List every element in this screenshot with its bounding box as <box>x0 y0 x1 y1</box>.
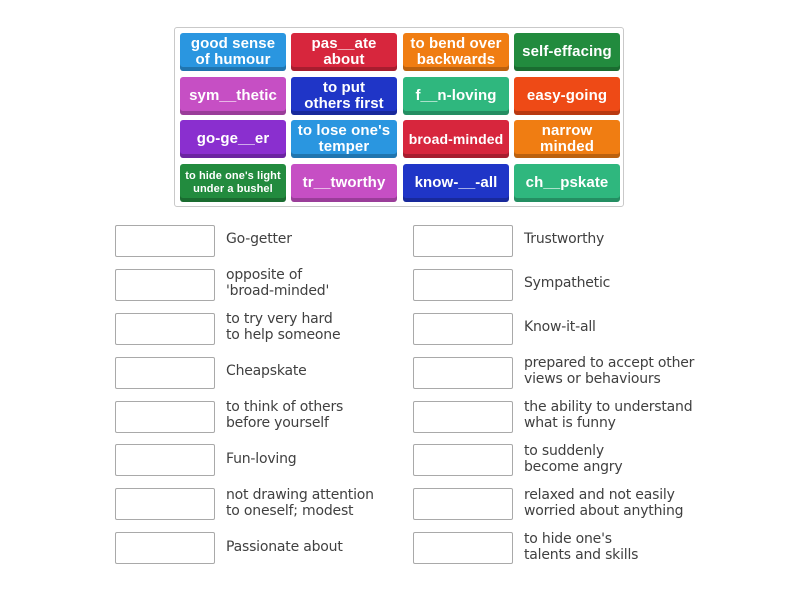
drop-slot-left-6[interactable] <box>115 444 215 476</box>
drop-slot-left-1[interactable] <box>115 225 215 257</box>
tile-narrow-minded[interactable]: narrow minded <box>514 120 620 158</box>
definition-right-7: relaxed and not easily worried about anything <box>524 487 684 519</box>
definition-left-7: not drawing attention to oneself; modest <box>226 487 374 519</box>
tile-broad-minded[interactable]: broad-minded <box>403 120 509 158</box>
tile-easy-going[interactable]: easy-going <box>514 77 620 115</box>
drop-slot-right-7[interactable] <box>413 488 513 520</box>
drop-slot-right-3[interactable] <box>413 313 513 345</box>
tile-sympathetic[interactable]: sym__thetic <box>180 77 286 115</box>
definition-right-3: Know-it-all <box>524 319 596 335</box>
definition-right-1: Trustworthy <box>524 231 605 247</box>
definition-left-5: to think of others before yourself <box>226 399 344 431</box>
tile-good-sense-of-humour[interactable]: good sense of humour <box>180 33 286 71</box>
drop-slot-left-7[interactable] <box>115 488 215 520</box>
tile-bend-over-backwards[interactable]: to bend over backwards <box>403 33 509 71</box>
drop-slot-right-6[interactable] <box>413 444 513 476</box>
drop-slot-right-8[interactable] <box>413 532 513 564</box>
definition-right-5: the ability to understand what is funny <box>524 399 693 431</box>
drop-slot-left-2[interactable] <box>115 269 215 301</box>
tile-self-effacing[interactable]: self-effacing <box>514 33 620 71</box>
definition-left-4: Cheapskate <box>226 363 307 379</box>
definition-left-8: Passionate about <box>226 539 343 555</box>
tile-put-others-first[interactable]: to put others first <box>291 77 397 115</box>
definition-left-6: Fun-loving <box>226 451 297 467</box>
drop-slot-right-4[interactable] <box>413 357 513 389</box>
tile-go-getter[interactable]: go-ge__er <box>180 120 286 158</box>
definition-left-1: Go-getter <box>226 231 292 247</box>
drop-slot-right-2[interactable] <box>413 269 513 301</box>
tile-trustworthy[interactable]: tr__tworthy <box>291 164 397 202</box>
definition-left-2: opposite of 'broad-minded' <box>226 267 330 299</box>
definition-right-6: to suddenly become angry <box>524 443 623 475</box>
drop-slot-left-3[interactable] <box>115 313 215 345</box>
tile-passionate-about[interactable]: pas__ate about <box>291 33 397 71</box>
definition-right-8: to hide one's talents and skills <box>524 531 639 563</box>
definition-right-4: prepared to accept other views or behaviours <box>524 355 695 387</box>
word-tiles-panel <box>174 27 624 207</box>
definition-right-2: Sympathetic <box>524 275 611 291</box>
tile-hide-ones-light[interactable]: to hide one's light under a bushel <box>180 164 286 202</box>
drop-slot-right-1[interactable] <box>413 225 513 257</box>
drop-slot-left-5[interactable] <box>115 401 215 433</box>
tile-lose-ones-temper[interactable]: to lose one's temper <box>291 120 397 158</box>
tile-cheapskate[interactable]: ch__pskate <box>514 164 620 202</box>
drop-slot-left-8[interactable] <box>115 532 215 564</box>
tile-know-it-all[interactable]: know-__-all <box>403 164 509 202</box>
drop-slot-left-4[interactable] <box>115 357 215 389</box>
definition-left-3: to try very hard to help someone <box>226 311 341 343</box>
tile-fun-loving[interactable]: f__n-loving <box>403 77 509 115</box>
drop-slot-right-5[interactable] <box>413 401 513 433</box>
